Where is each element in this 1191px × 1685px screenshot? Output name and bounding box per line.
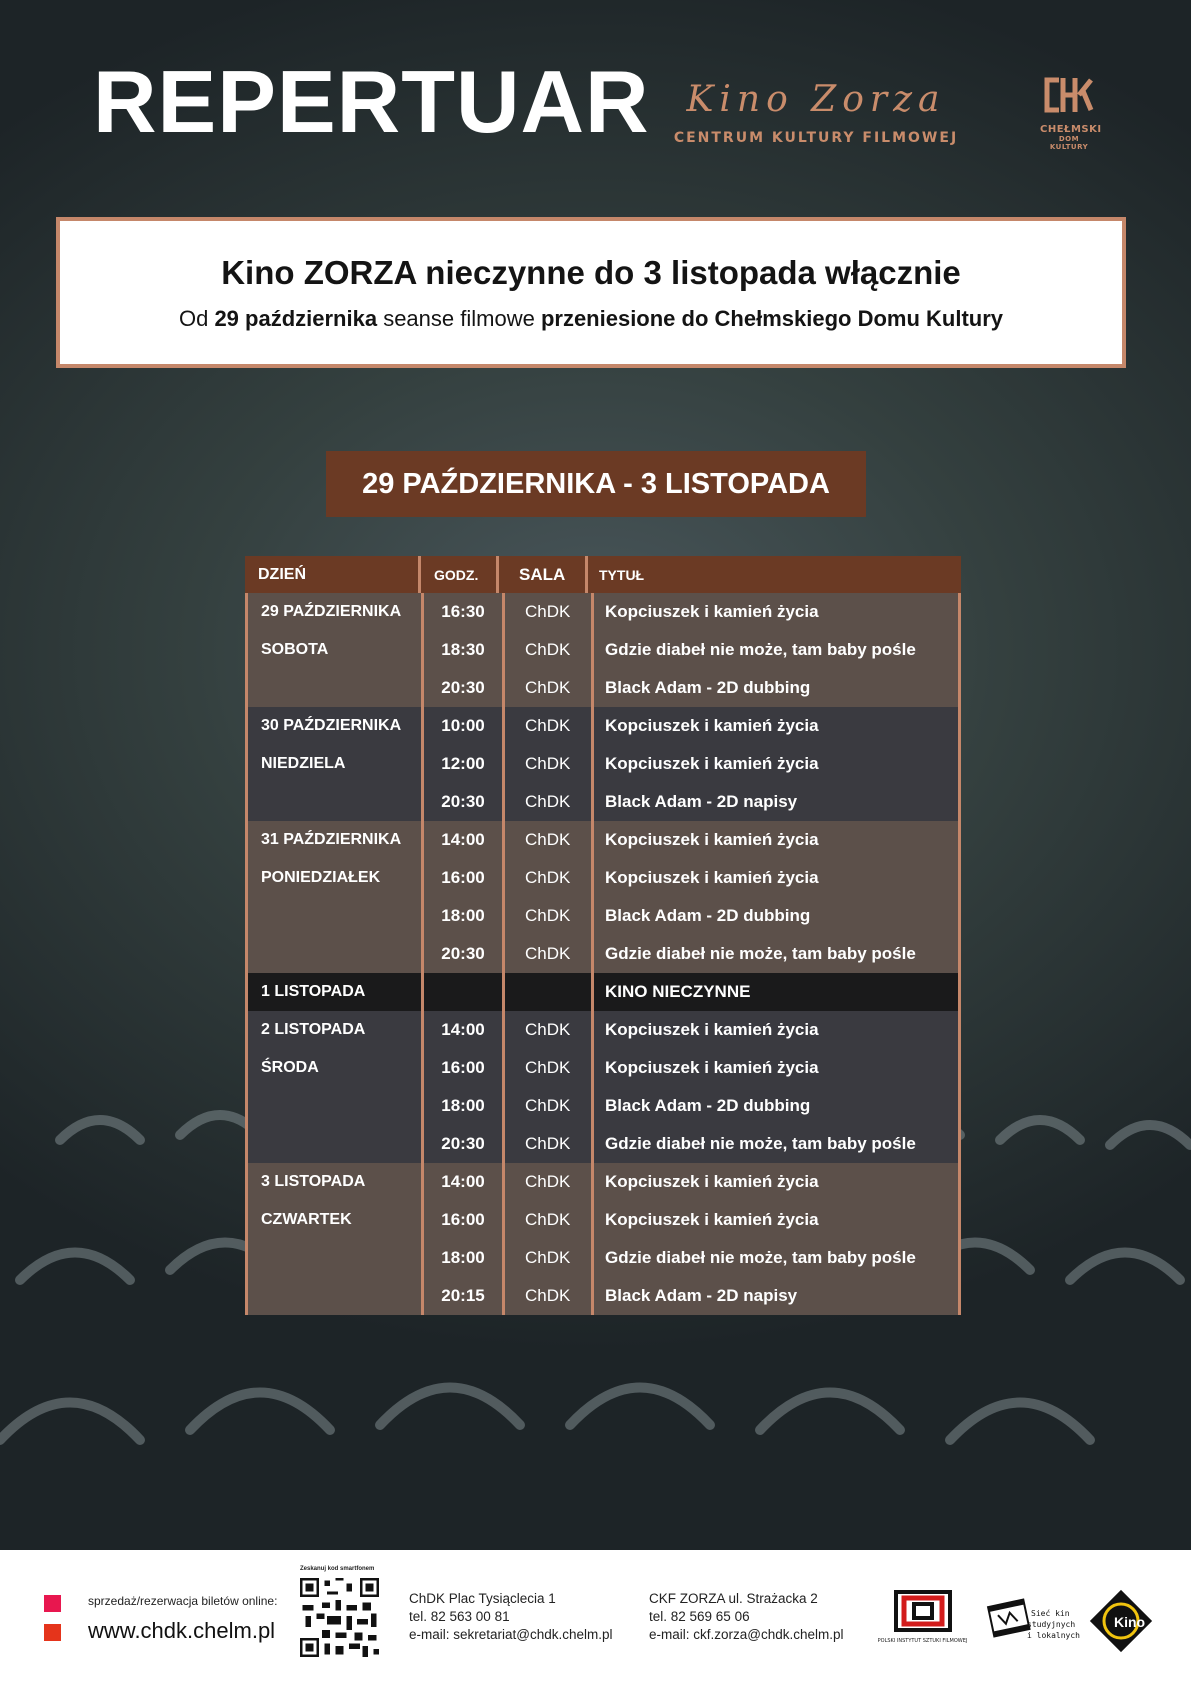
chdk-email[interactable]: e-mail: sekretariat@chdk.chelm.pl [409, 1627, 613, 1642]
cell-title: Gdzie diabeł nie może, tam baby pośle [605, 1134, 916, 1153]
cell-title: Kopciuszek i kamień życia [605, 868, 819, 887]
cell-title: Black Adam - 2D dubbing [605, 1096, 811, 1115]
header-hall: SALA [499, 556, 588, 593]
cell-title: Gdzie diabeł nie może, tam baby pośle [605, 944, 916, 963]
cell-day: 31 PAŹDZIERNIKA [248, 821, 424, 859]
notice-sub-part3: seanse filmowe [377, 306, 541, 331]
cell-title: Black Adam - 2D dubbing [605, 678, 811, 697]
closure-notice [56, 217, 1126, 368]
cell-hall: ChDK [505, 669, 594, 707]
cell-day: CZWARTEK [248, 1201, 424, 1239]
cell-day: NIEDZIELA [248, 745, 424, 783]
cell-hall: ChDK [505, 631, 594, 669]
cell-hall: ChDK [505, 1163, 594, 1201]
table-row [248, 1125, 958, 1163]
cell-day [248, 1087, 424, 1125]
cell-day [248, 935, 424, 973]
chdk-address [409, 1590, 613, 1644]
table-row [248, 1087, 958, 1125]
table-row [248, 935, 958, 973]
notice-subtext [60, 306, 1122, 332]
table-row [248, 1239, 958, 1277]
cell-time: 18:00 [424, 897, 505, 935]
table-row [248, 669, 958, 707]
chdk-logo-line1: CHEŁMSKI [1040, 124, 1102, 135]
cell-hall: ChDK [505, 821, 594, 859]
cell-time: 10:00 [424, 707, 505, 745]
notice-heading: Kino ZORZA nieczynne do 3 listopada włącznie [221, 254, 961, 291]
cell-time [424, 973, 505, 1011]
cell-time: 16:00 [424, 1201, 505, 1239]
cell-day: 30 PAŹDZIERNIKA [248, 707, 424, 745]
table-row [248, 1201, 958, 1239]
cell-day [248, 669, 424, 707]
pisf-icon [894, 1590, 952, 1632]
cell-title: Kopciuszek i kamień życia [605, 602, 819, 621]
table-row [248, 1049, 958, 1087]
cell-day: 2 LISTOPADA [248, 1011, 424, 1049]
cell-time: 18:30 [424, 631, 505, 669]
cell-hall: ChDK [505, 707, 594, 745]
cell-hall: ChDK [505, 1011, 594, 1049]
cell-day: 1 LISTOPADA [248, 973, 424, 1011]
cell-title: Kopciuszek i kamień życia [605, 716, 819, 735]
qr-code[interactable] [300, 1578, 379, 1657]
cell-time: 14:00 [424, 1011, 505, 1049]
table-row [248, 745, 958, 783]
table-row [248, 1011, 958, 1049]
table-row [248, 821, 958, 859]
ssk-text-line1: Sieć kin [1031, 1609, 1070, 1618]
ckf-address-line: CKF ZORZA ul. Strażacka 2 [649, 1591, 818, 1606]
cell-title: Black Adam - 2D napisy [605, 792, 798, 811]
cell-day: PONIEDZIAŁEK [248, 859, 424, 897]
cell-time: 16:00 [424, 1049, 505, 1087]
poster-title: REPERTUAR [93, 52, 650, 151]
cell-hall: ChDK [505, 1049, 594, 1087]
cell-title: Kopciuszek i kamień życia [605, 1020, 819, 1039]
studio-cinemas-network-logo [987, 1597, 1080, 1643]
cell-hall: ChDK [505, 745, 594, 783]
header-title: TYTUŁ [599, 566, 645, 583]
notice-sub-part1: Od [178, 306, 215, 331]
header-day: DZIEŃ [245, 556, 421, 593]
red-square-bullet-1 [44, 1595, 61, 1612]
red-square-bullet-2 [44, 1624, 61, 1641]
kino-badge-logo [1085, 1585, 1157, 1657]
cell-time: 14:00 [424, 1163, 505, 1201]
chdk-logo [1040, 76, 1102, 151]
cell-time: 20:15 [424, 1277, 505, 1315]
cell-time: 20:30 [424, 669, 505, 707]
cell-title: Gdzie diabeł nie może, tam baby pośle [605, 1248, 916, 1267]
cell-day: SOBOTA [248, 631, 424, 669]
cell-day [248, 1277, 424, 1315]
cell-time: 20:30 [424, 1125, 505, 1163]
cell-title: Black Adam - 2D dubbing [605, 906, 811, 925]
cell-title: Kopciuszek i kamień życia [605, 830, 819, 849]
cell-hall: ChDK [505, 1239, 594, 1277]
cell-title: KINO NIECZYNNE [605, 982, 751, 1001]
table-row [248, 631, 958, 669]
table-row [248, 1163, 958, 1201]
table-row [248, 859, 958, 897]
table-body [245, 593, 961, 1315]
header-time: GODZ. [421, 556, 499, 593]
cell-hall: ChDK [505, 1277, 594, 1315]
table-row [248, 707, 958, 745]
notice-sub-venue: przeniesione do Chełmskiego Domu Kultury [540, 306, 1004, 331]
cell-title: Kopciuszek i kamień życia [605, 1172, 819, 1191]
table-header [245, 556, 961, 593]
cell-time: 20:30 [424, 935, 505, 973]
cell-hall: ChDK [505, 1125, 594, 1163]
cell-day [248, 897, 424, 935]
cell-day: 3 LISTOPADA [248, 1163, 424, 1201]
cell-title: Kopciuszek i kamień życia [605, 1058, 819, 1077]
cell-title: Black Adam - 2D napisy [605, 1286, 798, 1305]
table-row [248, 973, 958, 1011]
pisf-caption: POLSKI INSTYTUT SZTUKI FILMOWEJ [877, 1638, 968, 1644]
cell-time: 18:00 [424, 1087, 505, 1125]
website-link[interactable]: www.chdk.chelm.pl [88, 1618, 276, 1643]
cell-hall: ChDK [505, 783, 594, 821]
cell-time: 18:00 [424, 1239, 505, 1277]
cell-title: Kopciuszek i kamień życia [605, 1210, 819, 1229]
cell-day: 29 PAŹDZIERNIKA [248, 593, 424, 631]
cell-day [248, 1125, 424, 1163]
cell-title: Kopciuszek i kamień życia [605, 754, 819, 773]
ssk-text-line3: i lokalnych [1027, 1631, 1080, 1640]
cell-hall: ChDK [505, 593, 594, 631]
cell-hall: ChDK [505, 897, 594, 935]
kino-zorza-logo-text: Kino Zorza [686, 79, 946, 120]
date-range-banner: 29 PAŹDZIERNIKA - 3 LISTOPADA [326, 451, 866, 517]
chdk-phone: tel. 82 563 00 81 [409, 1609, 510, 1624]
ckf-address [649, 1590, 844, 1644]
kino-zorza-subtitle: CENTRUM KULTURY FILMOWEJ [673, 130, 959, 146]
cell-time: 20:30 [424, 783, 505, 821]
cell-title: Gdzie diabeł nie może, tam baby pośle [605, 640, 916, 659]
schedule-table [245, 556, 961, 1315]
chdk-logo-line2: DOM KULTURY [1049, 135, 1089, 151]
ssk-text-line2: studyjnych [1027, 1620, 1076, 1629]
chdk-mark-icon [1043, 76, 1095, 114]
ckf-phone: tel. 82 569 65 06 [649, 1609, 750, 1624]
pisf-logo [875, 1590, 970, 1644]
table-row [248, 897, 958, 935]
tickets-label: sprzedaż/rezerwacja biletów online: [88, 1594, 278, 1608]
table-row [248, 783, 958, 821]
chdk-address-line: ChDK Plac Tysiąclecia 1 [409, 1591, 556, 1606]
cell-time: 12:00 [424, 745, 505, 783]
cell-day: ŚRODA [248, 1049, 424, 1087]
cell-time: 16:30 [424, 593, 505, 631]
cell-hall: ChDK [505, 935, 594, 973]
cell-day [248, 1239, 424, 1277]
table-row [248, 593, 958, 631]
cell-hall [505, 973, 594, 1011]
cell-time: 14:00 [424, 821, 505, 859]
cell-day [248, 783, 424, 821]
cell-hall: ChDK [505, 1201, 594, 1239]
kino-badge-text: Kino [1114, 1614, 1146, 1630]
kino-zorza-logo [650, 79, 982, 146]
table-row [248, 1277, 958, 1315]
cell-hall: ChDK [505, 1087, 594, 1125]
cell-hall: ChDK [505, 859, 594, 897]
notice-sub-date: 29 października [214, 306, 378, 331]
cell-time: 16:00 [424, 859, 505, 897]
qr-caption: Zeskanuj kod smartfonem [300, 1566, 375, 1572]
ckf-email[interactable]: e-mail: ckf.zorza@chdk.chelm.pl [649, 1627, 844, 1642]
